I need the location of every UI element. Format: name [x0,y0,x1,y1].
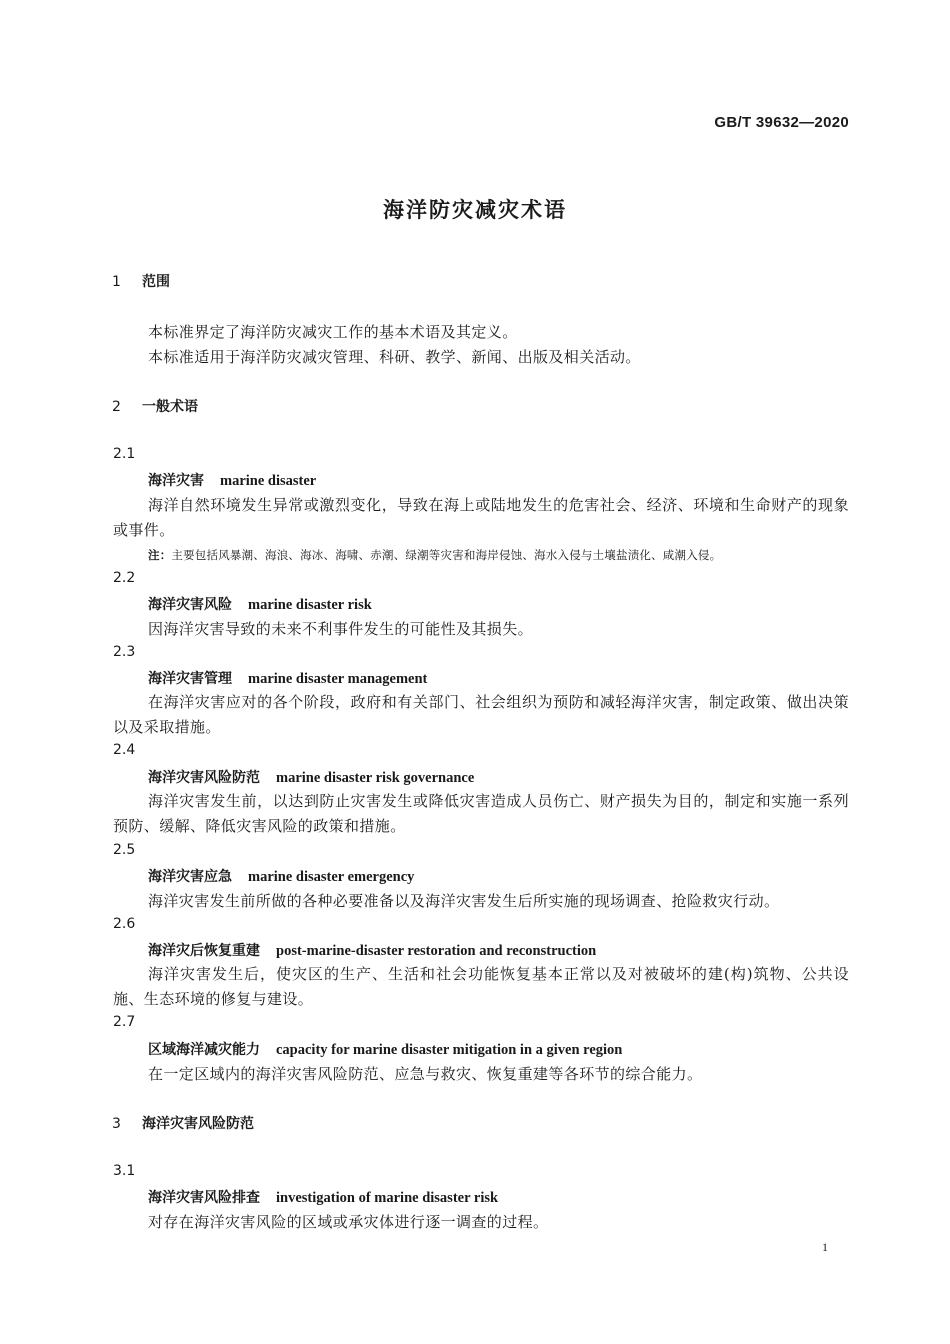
term-definition: 海洋自然环境发生异常或激烈变化，导致在海上或陆地发生的危害社会、经济、环境和生命财产的现象或事件。 [113,496,849,539]
scope-paragraph-1: 本标准界定了海洋防灾减灾工作的基本术语及其定义。 [148,323,518,341]
term-note [148,547,721,563]
term-definition: 海洋灾害发生前，以达到防止灾害发生或降低灾害造成人员伤亡、财产损失为目的，制定和实施一系列预防、缓解、降低灾害风险的政策和措施。 [113,792,849,835]
term-number: 2.7 [113,1014,136,1030]
note-label: 注： [148,548,172,562]
section-number: 1 [112,274,121,290]
section-heading-2 [112,396,198,416]
term-en: marine disaster emergency [248,869,415,885]
term-number: 2.6 [113,916,136,932]
term-heading [148,470,316,490]
term-heading [148,866,414,886]
section-title: 范围 [142,274,170,290]
term-zh: 海洋灾害管理 [148,671,232,687]
term-zh: 海洋灾害 [148,473,204,489]
term-zh: 海洋灾后恢复重建 [148,943,260,959]
term-zh: 海洋灾害风险排查 [148,1190,260,1206]
term-heading [148,1187,498,1207]
term-en: marine disaster risk governance [276,770,475,786]
term-definition: 因海洋灾害导致的未来不利事件发生的可能性及其损失。 [148,620,534,638]
section-number: 3 [112,1116,121,1132]
term-heading [148,594,372,614]
term-en: capacity for marine disaster mitigation in a given region [276,1042,623,1058]
term-definition: 海洋灾害发生前所做的各种必要准备以及海洋灾害发生后所实施的现场调查、抢险救灾行动。 [148,892,780,910]
term-zh: 区域海洋减灾能力 [148,1042,260,1058]
term-heading [148,668,427,688]
term-number: 2.1 [113,446,136,462]
section-heading-3 [112,1113,254,1133]
term-definition: 在一定区域内的海洋灾害风险防范、应急与救灾、恢复重建等各环节的综合能力。 [148,1065,703,1083]
term-zh: 海洋灾害应急 [148,869,232,885]
page-number: 1 [822,1240,828,1254]
section-title: 一般术语 [142,399,198,415]
scope-paragraph-2: 本标准适用于海洋防灾减灾管理、科研、教学、新闻、出版及相关活动。 [148,348,641,366]
term-definition: 对存在海洋灾害风险的区域或承灾体进行逐一调查的过程。 [148,1213,549,1231]
term-number: 2.3 [113,644,136,660]
term-zh: 海洋灾害风险防范 [148,770,260,786]
term-en: marine disaster risk [248,597,372,613]
term-en: marine disaster [220,473,317,489]
term-heading [148,940,596,960]
term-number: 3.1 [113,1163,136,1179]
term-en: marine disaster management [248,671,428,687]
term-number: 2.4 [113,742,136,758]
section-title: 海洋灾害风险防范 [142,1116,254,1132]
document-title: 海洋防灾减灾术语 [383,198,567,222]
term-heading [148,767,474,787]
term-number: 2.2 [113,570,136,586]
section-heading-1 [112,271,170,291]
term-heading [148,1039,622,1059]
term-en: investigation of marine disaster risk [276,1190,499,1206]
standard-code: GB/T 39632—2020 [714,114,849,131]
note-text: 主要包括风暴潮、海浪、海冰、海啸、赤潮、绿潮等灾害和海岸侵蚀、海水入侵与土壤盐渍化、咸潮入侵。 [171,548,722,562]
term-zh: 海洋灾害风险 [148,597,232,613]
term-en: post-marine-disaster restoration and reconstruction [276,943,597,959]
section-number: 2 [112,399,121,415]
term-number: 2.5 [113,842,136,858]
term-definition: 海洋灾害发生后，使灾区的生产、生活和社会功能恢复基本正常以及对被破坏的建(构)筑物、公共设施、生态环境的修复与建设。 [113,965,849,1008]
term-definition: 在海洋灾害应对的各个阶段，政府和有关部门、社会组织为预防和减轻海洋灾害，制定政策、做出决策以及采取措施。 [113,693,849,736]
